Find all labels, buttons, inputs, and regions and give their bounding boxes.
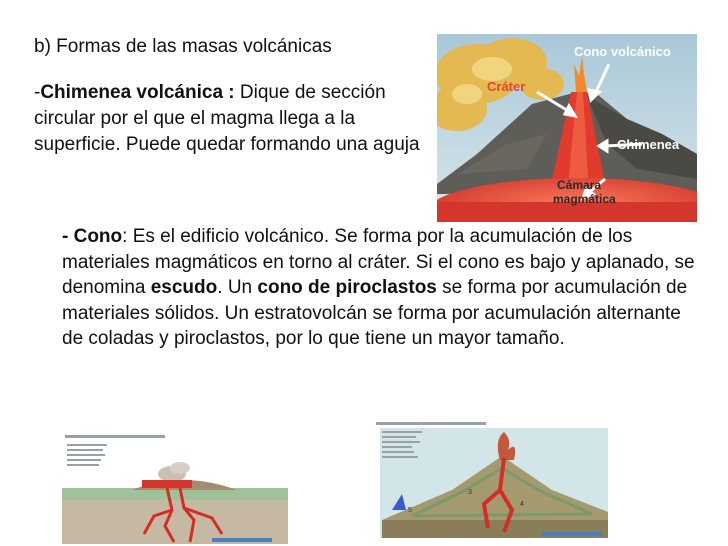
label-chimenea: Chimenea (617, 137, 680, 152)
volcano-cross-section-figure (437, 34, 697, 222)
cono-text-2: . Un (217, 277, 258, 298)
chimenea-definition: Dique de sección circular por el que el magma llega a la superficie. Puede quedar formando una aguja (34, 82, 420, 155)
label-crater: Cráter (487, 79, 526, 94)
label-camara: Cámara (557, 178, 602, 192)
label-cono-volcanico: Cono volcánico (574, 44, 671, 59)
svg-text:3: 3 (468, 489, 472, 496)
bullet-dash: - (34, 82, 41, 103)
piroclastos-term: cono de piroclastos (257, 277, 437, 298)
shield-volcano-diagram (62, 430, 288, 546)
cono-text-1: : Es el edificio volcánico. Se forma por la acumulación de los materiales magmáticos en torno al cráter. Si el cono es bajo y aplanado, se denomina (62, 226, 695, 298)
escudo-term: escudo (150, 277, 218, 298)
section-heading: b) Formas de las masas volcánicas (34, 36, 332, 57)
cono-paragraph (62, 224, 702, 352)
chimenea-paragraph (34, 80, 434, 158)
chimenea-term: Chimenea volcánica : (40, 82, 235, 103)
cono-text-3: se forma por acumulación de materiales sólidos. Un estratovolcán se forma por acumulación alternante de coladas y piroclastos, por lo que tiene un mayor tamaño. (62, 277, 688, 349)
svg-text:4: 4 (520, 501, 524, 508)
cono-term: - Cono (62, 226, 123, 247)
stratovolcano-diagram (372, 420, 618, 544)
label-magmatica: magmática (553, 192, 616, 206)
svg-text:5: 5 (408, 507, 412, 514)
